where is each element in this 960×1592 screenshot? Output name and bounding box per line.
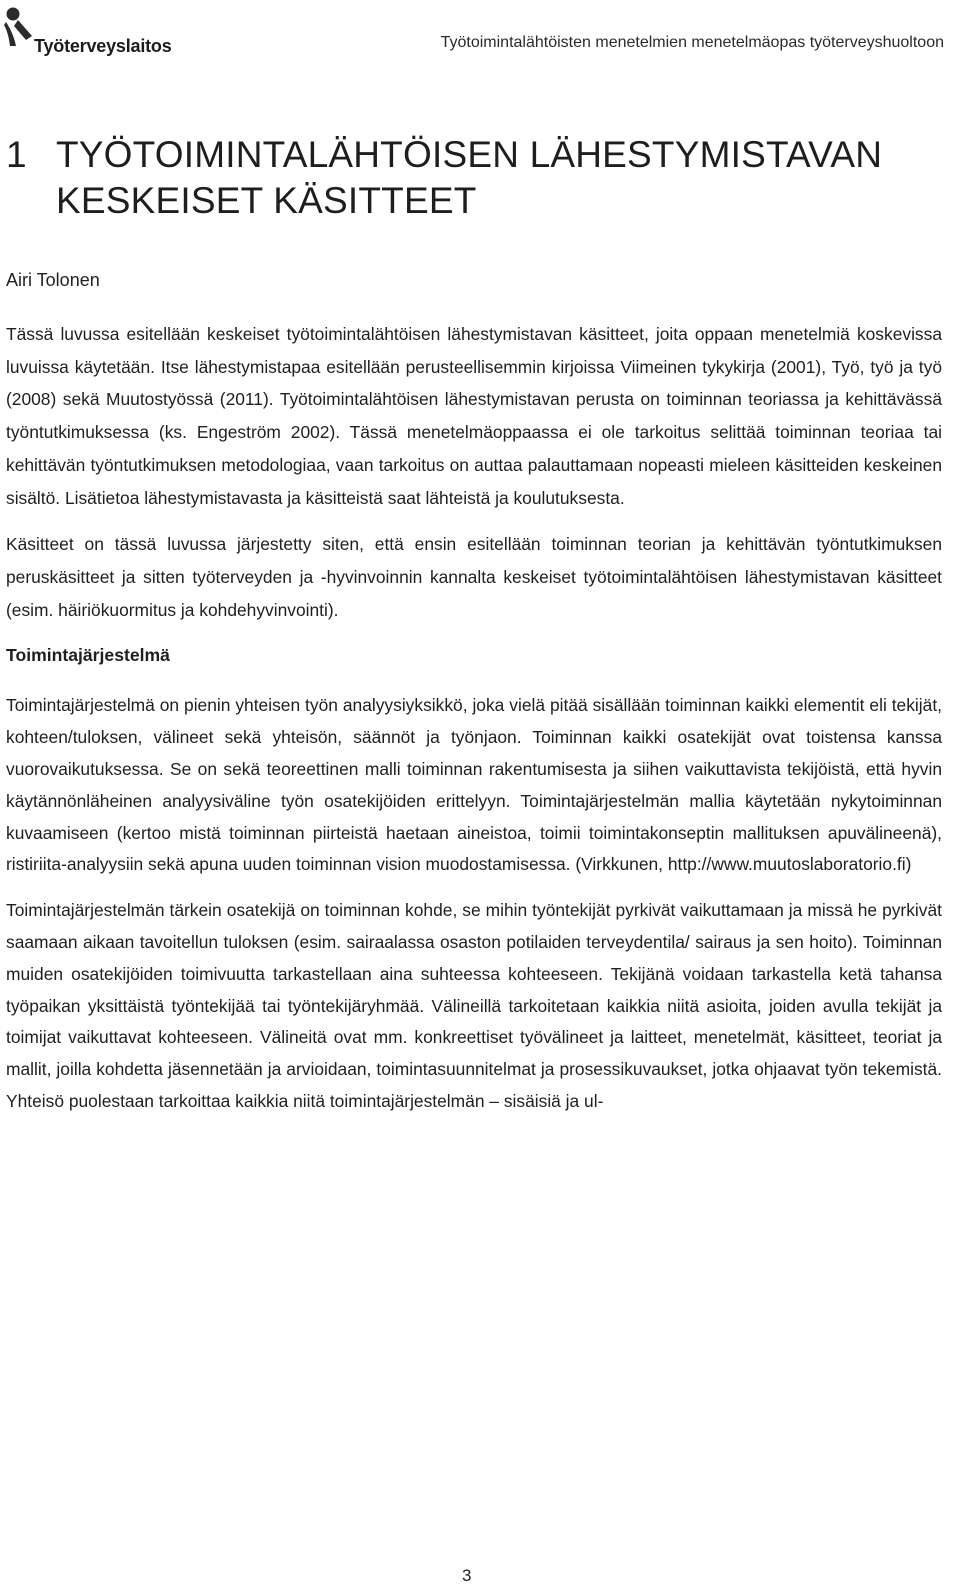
running-title: Työtoimintalähtöisten menetelmien menetelmäopas työterveyshuoltoon <box>440 34 944 51</box>
page-header <box>0 0 960 62</box>
chapter-author: Airi Tolonen <box>6 270 100 290</box>
paragraph-section-2: Toimintajärjestelmän tärkein osatekijä on toiminnan kohde, se mihin työntekijät pyrkivät vaikuttamaan ja missä he pyrkivät saamaan aikaan tavoitellun tuloksen (esim. sairaalassa osaston potilaiden terveydentila/ sairaus ja sen hoito). Toiminnan muiden osatekijöiden toimivuutta tarkastellaan aina suhteessa kohteeseen. Tekijänä voidaan tarkastella ketä tahansa työpaikan yksittäistä työntekijää tai työntekijäryhmää. Välineillä tarkoitetaan kaikkia niitä asioita, joiden avulla tekijät ja toimijat vaikuttavat kohteeseen. Välineitä ovat mm. konkreettiset työvälineet ja laitteet, menetelmät, käsitteet, teoriat ja mallit, joilla kohdetta jäsennetään ja arvioidaan, toimintasuunnitelmat ja prosessikuvaukset, jotka ohjaavat työn tekemistä. Yhteisö puolestaan tarkoittaa kaikkia niitä toimintajärjestelmän – sisäisiä ja ul- <box>6 900 942 1111</box>
logo-text: Työterveyslaitos <box>34 36 172 56</box>
page-number: 3 <box>462 1566 472 1585</box>
organization-logo <box>4 6 174 58</box>
logo-mark-icon <box>4 6 34 50</box>
paragraph-intro-1: Tässä luvussa esitellään keskeiset työtoimintalähtöisen lähestymistavan käsitteet, joita oppaan menetelmiä koskevissa luvuissa käytetään. Itse lähestymistapaa esitellään perusteellisemmin kirjoissa Viimeinen tykykirja (2001), Työ, työ ja työ (2008) sekä Muutostyössä (2011). Työtoimintalähtöisen lähestymistavan perusta on toiminnan teoriassa ja kehittävässä työntutkimuksessa (ks. Engeström 2002). Tässä menetelmäoppaassa ei ole tarkoitus selittää toiminnan teoriaa tai kehittävän työntutkimuksen metodologiaa, vaan tarkoitus on auttaa palauttamaan nopeasti mieleen käsitteiden keskeinen sisältö. Lisätietoa lähestymistavasta ja käsitteistä saat lähteistä ja koulutuksesta. <box>6 324 942 508</box>
chapter-heading <box>6 132 946 224</box>
body-text <box>6 318 942 1132</box>
chapter-title: TYÖTOIMINTALÄHTÖISEN LÄHESTYMISTAVAN KESKEISET KÄSITTEET <box>56 134 883 221</box>
paragraph-section-1: Toimintajärjestelmä on pienin yhteisen työn analyysiyksikkö, joka vielä pitää sisällään toiminnan kaikki elementit eli tekijät, kohteen/tuloksen, välineet sekä yhteisön, säännöt ja työnjaon. Toiminnan kaikki osatekijät ovat toistensa kanssa vuorovaikutuksessa. Se on sekä teoreettinen malli toiminnan rakentumisesta ja siihen vaikuttavista tekijöistä, että hyvin käytännönläheinen analyysiväline työn osatekijöiden erittelyyn. Toimintajärjestelmän mallia käytetään nykytoiminnan kuvaamiseen (kertoo mistä toiminnan piirteistä haetaan aineistoa, toimii toimintakonseptin mallituksen apuvälineenä), ristiriita-analyysiin sekä apuna uuden toiminnan vision muodostamisessa. (Virkkunen, http://www.muutoslaboratorio.fi) <box>6 695 942 875</box>
section-heading: Toimintajärjestelmä <box>6 645 170 666</box>
paragraph-intro-2: Käsitteet on tässä luvussa järjestetty siten, että ensin esitellään toiminnan teorian ja kehittävän työntutkimuksen peruskäsitteet ja sitten työterveyden ja -hyvinvoinnin kannalta keskeiset työtoimintalähtöisen lähestymistavan käsitteet (esim. häiriökuormitus ja kohdehyvinvointi). <box>6 534 942 620</box>
chapter-number: 1 <box>6 134 27 175</box>
